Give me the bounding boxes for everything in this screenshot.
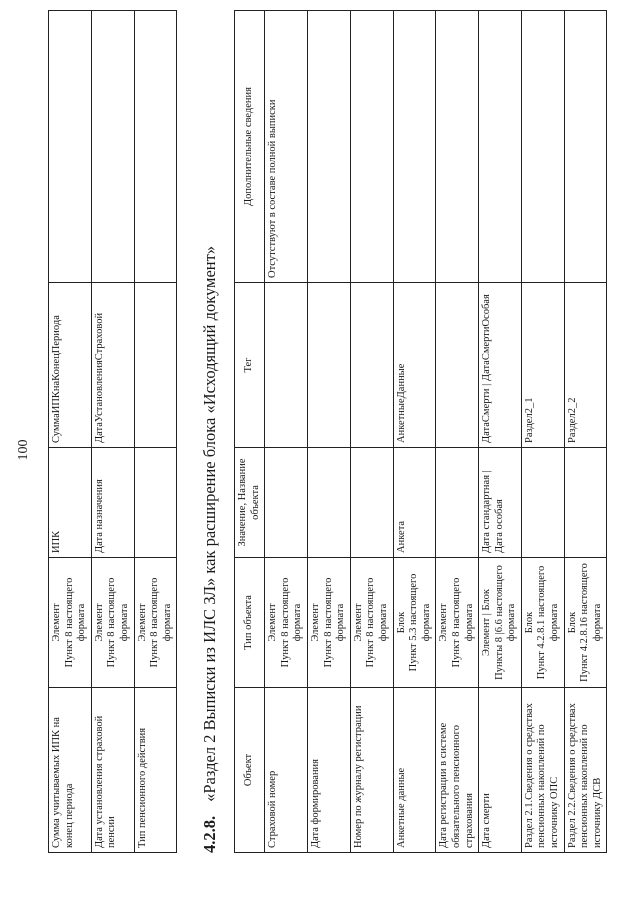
header-additional: Дополнительные сведения xyxy=(235,11,265,283)
top-table xyxy=(48,10,177,853)
table-cell: Дата регистрации в системе обязательного пенсионного страхования xyxy=(436,688,479,853)
table-cell xyxy=(307,283,350,448)
table-cell: Раздел 2.2.Сведения о средствах пенсионных накоплений по источнику ДСВ xyxy=(564,688,607,853)
table-cell xyxy=(91,11,134,283)
table-cell: Элемент | Блок Пункты 8 |6.6 настоящего формата xyxy=(479,558,522,688)
table-cell: СуммаИПКнаКонецПериода xyxy=(49,283,92,448)
page-number: 100 xyxy=(16,439,31,461)
table-cell: Раздел 2.1.Сведения о средствах пенсионных накоплений по источнику ОПС xyxy=(521,688,564,853)
table-cell: Дата стандартная | Дата особая xyxy=(479,448,522,558)
table-cell: Блок Пункт 4.2.8.16 настоящего формата xyxy=(564,558,607,688)
section-title: «Раздел 2 Выписки из ИЛС ЗЛ» как расширение блока «Исходящий документ» xyxy=(200,245,219,802)
table-cell: АнкетныеДанные xyxy=(393,283,436,448)
table-cell: Элемент Пункт 8 настоящего формата xyxy=(350,558,393,688)
table-row xyxy=(393,11,436,853)
header-tag: Тег xyxy=(235,283,265,448)
table-cell: ДатаУстановленияСтраховой xyxy=(91,283,134,448)
table-row xyxy=(564,11,607,853)
table-cell: Номер по журналу регистрации xyxy=(350,688,393,853)
table-cell: Элемент Пункт 8 настоящего формата xyxy=(307,558,350,688)
header-object: Объект xyxy=(235,688,265,853)
table-cell: Раздел2_2 xyxy=(564,283,607,448)
table-cell xyxy=(265,448,308,558)
table-cell xyxy=(436,283,479,448)
table-row xyxy=(307,11,350,853)
table-row xyxy=(265,11,308,853)
table-cell xyxy=(393,11,436,283)
table-cell: ИПК xyxy=(49,448,92,558)
table-cell: Элемент Пункт 8 настоящего формата xyxy=(91,558,134,688)
table-cell: ДатаСмерти | ДатаСмертиОсобая xyxy=(479,283,522,448)
table-cell xyxy=(521,448,564,558)
table-row xyxy=(436,11,479,853)
table-cell xyxy=(350,11,393,283)
table-cell: Анкетные данные xyxy=(393,688,436,853)
table-cell: Дата установления страховой пенсии xyxy=(91,688,134,853)
table-cell xyxy=(307,448,350,558)
table-cell: Блок Пункт 4.2.8.1 настоящего формата xyxy=(521,558,564,688)
table-cell xyxy=(49,11,92,283)
main-table xyxy=(234,10,607,853)
table-cell xyxy=(134,11,177,283)
table-row xyxy=(479,11,522,853)
table-cell: Раздел2_1 xyxy=(521,283,564,448)
table-cell: Дата смерти xyxy=(479,688,522,853)
table-cell xyxy=(134,448,177,558)
table-row xyxy=(91,11,134,853)
table-row xyxy=(134,11,177,853)
table-cell: Блок Пункт 5.3 настоящего формата xyxy=(393,558,436,688)
table-cell: Элемент Пункт 8 настоящего формата xyxy=(265,558,308,688)
table-cell: Тип пенсионного действия xyxy=(134,688,177,853)
table-cell xyxy=(521,11,564,283)
header-value: Значение, Название объекта xyxy=(235,448,265,558)
table-cell xyxy=(479,11,522,283)
table-cell: Анкета xyxy=(393,448,436,558)
table-cell: Элемент Пункт 8 настоящего формата xyxy=(436,558,479,688)
table-row xyxy=(350,11,393,853)
table-row xyxy=(49,11,92,853)
table-cell xyxy=(350,283,393,448)
table-cell: Элемент Пункт 8 настоящего формата xyxy=(134,558,177,688)
section-heading xyxy=(200,246,220,853)
table-cell: Страховой номер xyxy=(265,688,308,853)
table-cell xyxy=(564,11,607,283)
table-cell: Сумма учитываемых ИПК на конец периода xyxy=(49,688,92,853)
table-cell xyxy=(436,448,479,558)
table-cell: Элемент Пункт 8 настоящего формата xyxy=(49,558,92,688)
table-cell xyxy=(134,283,177,448)
header-object-type: Тип объекта xyxy=(235,558,265,688)
section-number: 4.2.8. xyxy=(200,815,219,853)
table-cell xyxy=(265,283,308,448)
table-cell: Дата формирования xyxy=(307,688,350,853)
table-row xyxy=(521,11,564,853)
header-row xyxy=(235,11,265,853)
table-cell xyxy=(350,448,393,558)
table-cell: Дата назначения xyxy=(91,448,134,558)
table-cell: Отсутствуют в составе полной выписки xyxy=(265,11,308,283)
table-cell xyxy=(436,11,479,283)
table-cell xyxy=(564,448,607,558)
table-cell xyxy=(307,11,350,283)
